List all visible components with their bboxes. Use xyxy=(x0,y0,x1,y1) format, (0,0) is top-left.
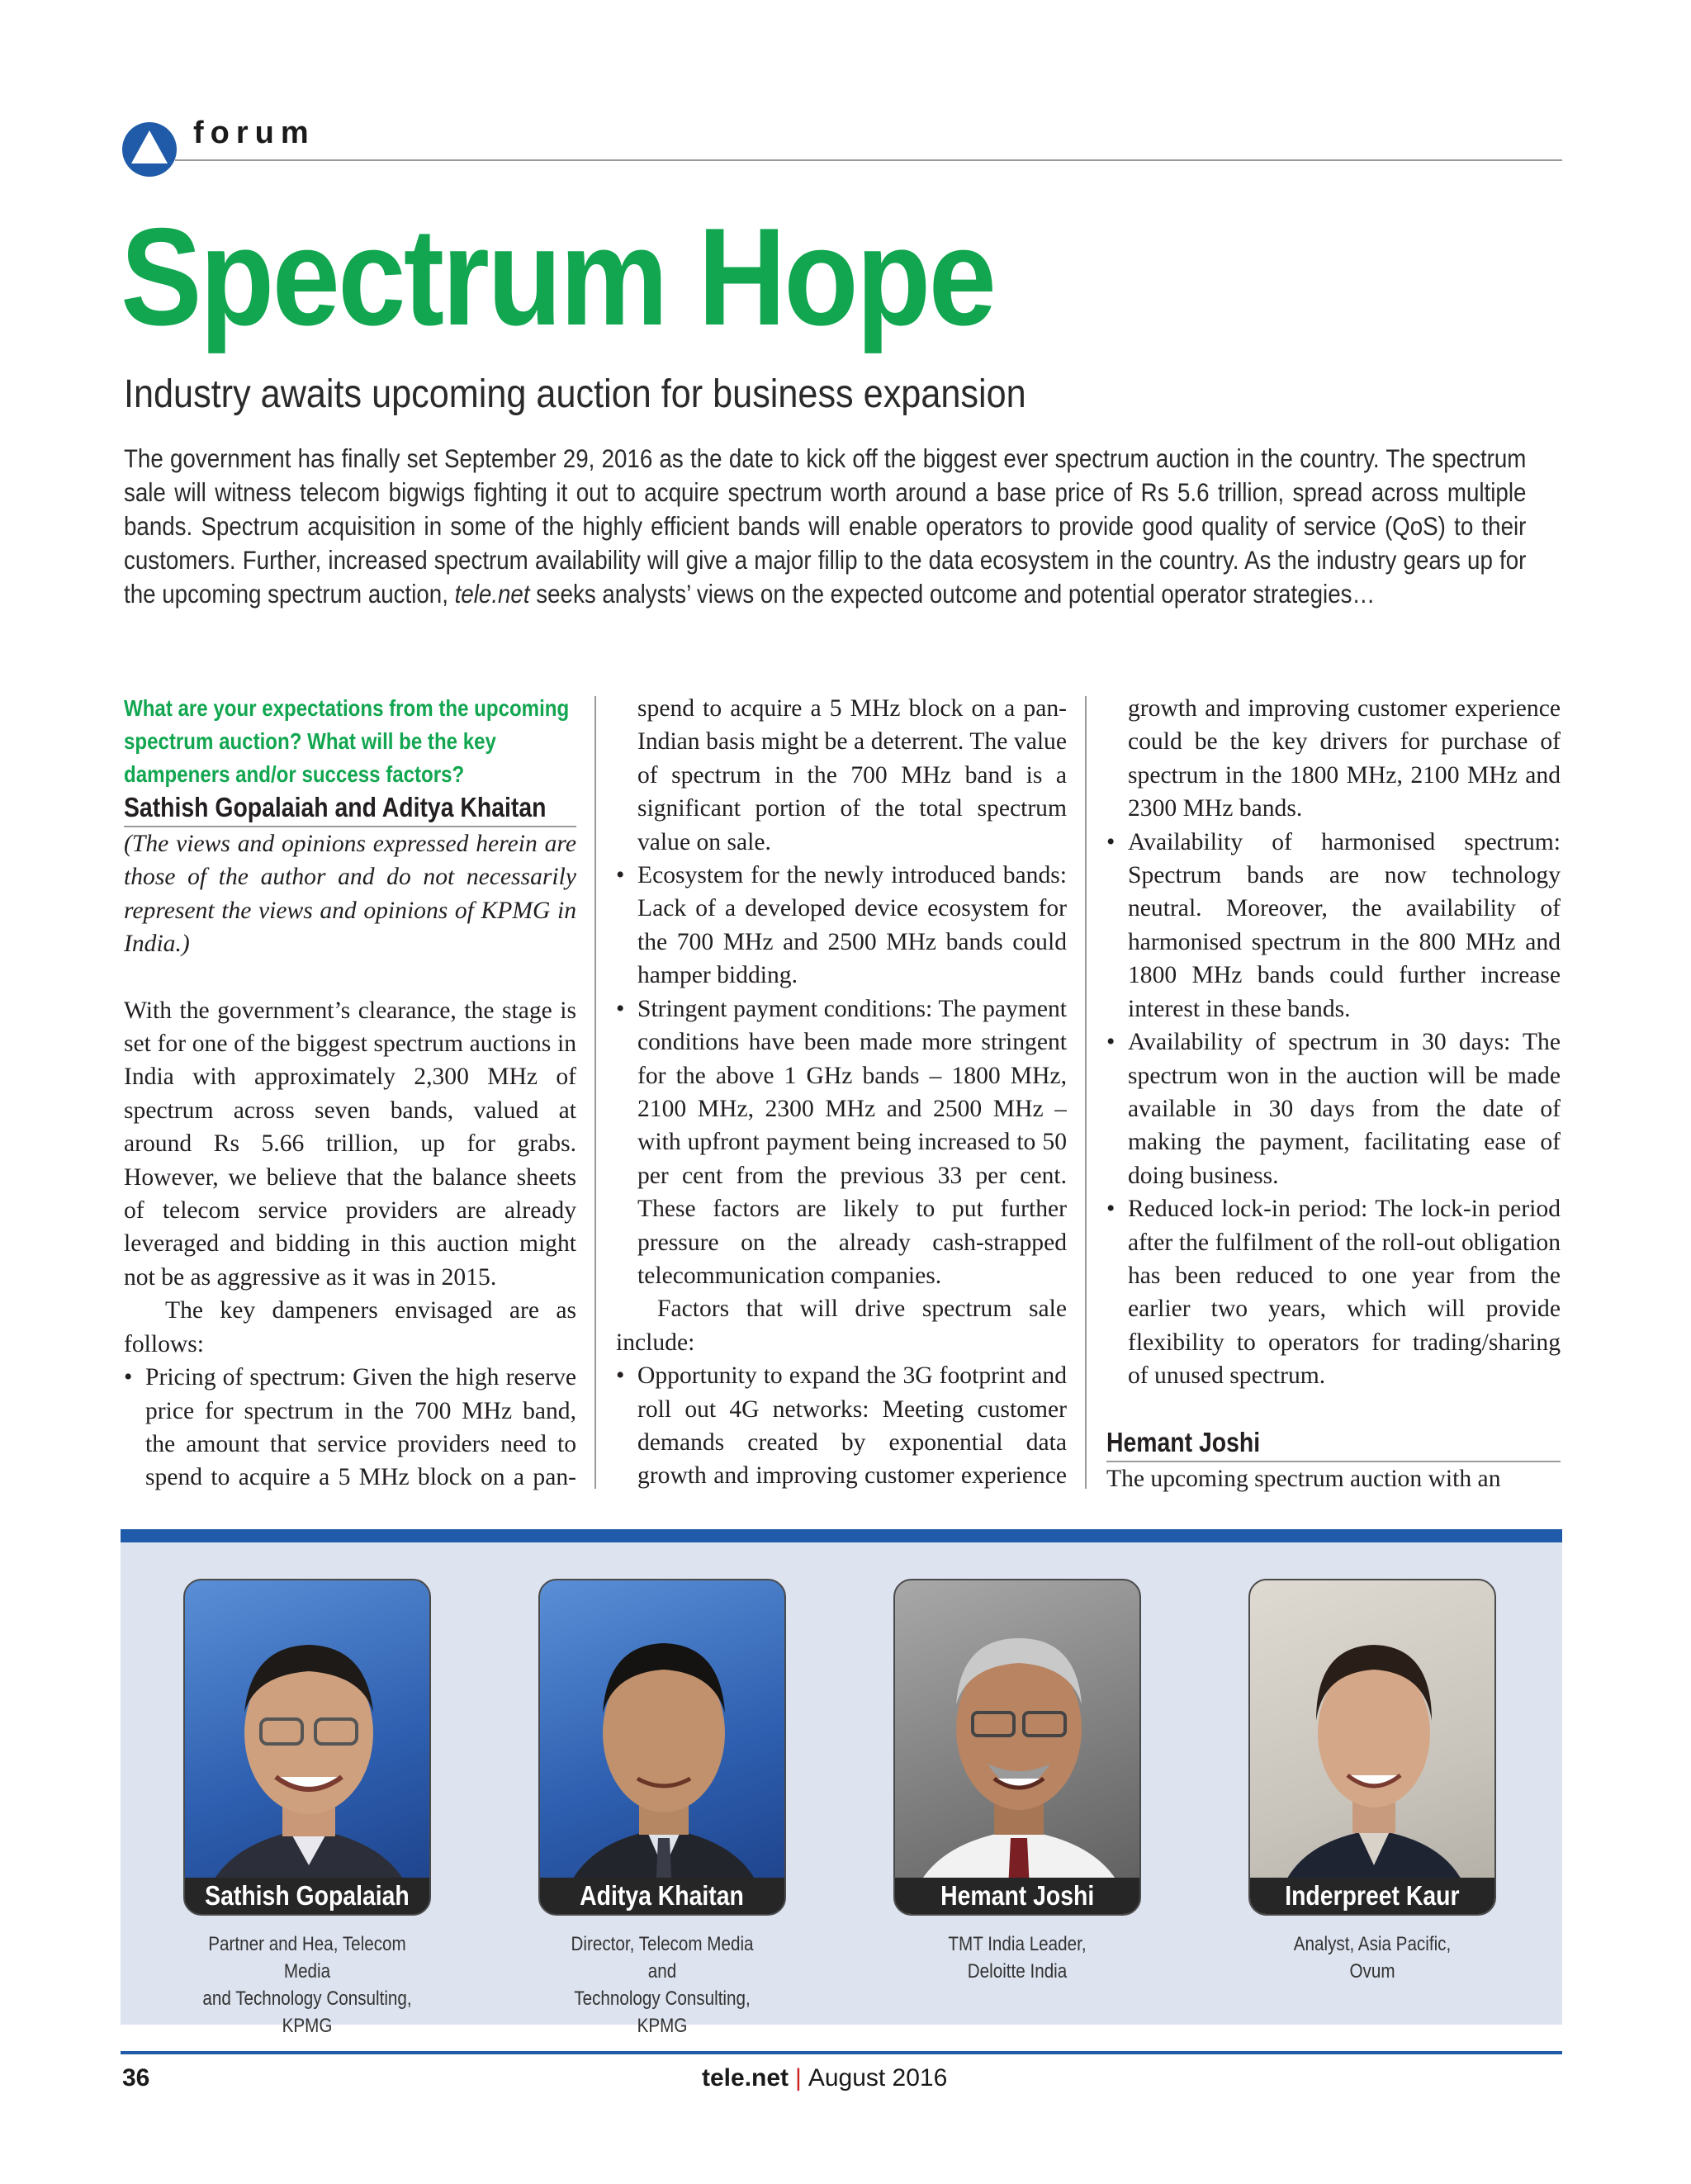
footer-separator: | xyxy=(795,2064,802,2092)
contributor-role: TMT India Leader, Deloitte India xyxy=(948,1933,1087,1983)
footer-rule xyxy=(121,2051,1562,2054)
page-title: Spectrum Hope xyxy=(121,199,995,354)
list-item: • Ecosystem for the newly introduced bands: Lack of a developed device ecosystem for the 700 MHz and 2500 MHz bands could hamper bidding. xyxy=(616,859,1067,993)
intro-text-b: seeks analysts’ views on the expected outcome and potential operator strategies… xyxy=(529,579,1376,609)
article-column-3 xyxy=(1106,692,1561,1493)
list-item: • Opportunity to expand the 3G footprint and roll out 4G networks: Meeting customer demands created by exponential data growth and improving customer experience xyxy=(616,1359,1067,1493)
body-paragraph: The upcoming spectrum auction with an xyxy=(1106,1465,1501,1492)
portrait-icon xyxy=(895,1580,1141,1916)
issue-date: August 2016 xyxy=(808,2064,948,2092)
contributor-name: Sathish Gopalaiah xyxy=(185,1878,429,1914)
contributor-role: Partner and Hea, Telecom Media and Technology Consulting, KPMG xyxy=(202,1933,412,2037)
contributor-card xyxy=(1248,1579,1496,1985)
contributor-role: Director, Telecom Media and Technology Consulting, KPMG xyxy=(571,1933,754,2037)
section-label: forum xyxy=(193,116,315,150)
article-column-2 xyxy=(616,692,1067,1493)
list-item: • Availability of spectrum in 30 days: The spectrum won in the auction will be made available in 30 days from the date of making the payment, facilitating ease of doing business. xyxy=(1106,1026,1561,1192)
column-divider xyxy=(594,696,596,1489)
portrait-icon xyxy=(185,1580,431,1916)
intro-text-a: The government has finally set September 29, 2016 as the date to kick off the biggest ever spectrum auction in the country. The spectrum sale will witness telecom bigwigs fighting it out to acquire spectrum worth around a base price of Rs 5.6 trillion, spread across multiple bands. Spectrum acquisition in some of the highly efficient bands will enable operators to provide good quality of service (QoS) to their customers. Further, increased spectrum availability will give a major fillip to the data ecosystem in the country. As the industry gears up for the upcoming spectrum auction, xyxy=(124,443,1527,609)
dampeners-list xyxy=(124,1361,576,1493)
body-paragraph: With the government’s clearance, the stage is set for one of the biggest spectrum auctions in India with approximately 2,300 MHz of spectrum across seven bands, valued at around Rs 5.66 trillion, up for grabs. However, we believe that the balance sheets of telecom service providers are already leveraged and bidding in this auction might not be as aggressive as it was in 2015. xyxy=(124,997,576,1291)
contributor-photo xyxy=(538,1579,786,1916)
header-rule xyxy=(175,159,1562,161)
body-paragraph: The key dampeners envisaged are as follows: xyxy=(124,1297,576,1357)
page-number: 36 xyxy=(122,2064,150,2092)
list-item: • Availability of harmonised spectrum: Spectrum bands are now technology neutral. Moreover, the availability of harmonised spectrum in the 800 MHz and 1800 MHz bands could further increase interest in these bands. xyxy=(1106,826,1561,1026)
list-item: • Reduced lock-in period: The lock-in period after the fulfilment of the roll-out obligation has been reduced to one year from the earlier two years, which will provide flexibility to operators for trading/sharing of unused spectrum. xyxy=(1106,1192,1561,1392)
list-item: • Pricing of spectrum: Given the high reserve price for spectrum in the 700 MHz band, the amount that service providers need to spend to acquire a 5 MHz block on a pan- xyxy=(124,1361,576,1493)
footer-publication xyxy=(702,2064,947,2092)
page-subtitle: Industry awaits upcoming auction for business expansion xyxy=(124,372,1026,416)
publication-name: tele.net xyxy=(702,2064,789,2092)
contributor-name: Inderpreet Kaur xyxy=(1250,1878,1494,1914)
contributor-photo xyxy=(893,1579,1141,1916)
contributor-card xyxy=(893,1579,1141,1985)
portrait-icon xyxy=(1250,1580,1496,1916)
intro-publication-name: tele.net xyxy=(454,579,530,609)
contributor-name: Hemant Joshi xyxy=(895,1878,1139,1914)
contributor-card xyxy=(183,1579,431,2040)
contributor-name: Aditya Khaitan xyxy=(540,1878,784,1914)
intro-paragraph xyxy=(124,442,1526,611)
contributors-panel xyxy=(121,1529,1562,2037)
disclaimer: (The views and opinions expressed herein are those of the author and do not necessarily represent the views and opinions of KPMG in India.) xyxy=(124,831,576,958)
drivers-list-continued xyxy=(1106,692,1561,1393)
article-column-1 xyxy=(124,692,576,1493)
author-heading-text: Hemant Joshi xyxy=(1106,1426,1261,1457)
portrait-icon xyxy=(540,1580,786,1916)
question: What are your expectations from the upcoming spectrum auction? What will be the key dampeners and/or success factors? xyxy=(124,695,570,787)
contributor-card xyxy=(538,1579,786,2040)
list-item: • Stringent payment conditions: The payment conditions have been made more stringent for the above 1 GHz bands – 1800 MHz, 2100 MHz, 2300 MHz and 2500 MHz – with upfront payment being increased to 50 per cent from the previous 33 per cent. These factors are likely to put further pressure on the already cash-strapped telecommunication companies. xyxy=(616,993,1067,1293)
author-heading-deloitte xyxy=(1106,1426,1561,1462)
contributor-photo xyxy=(183,1579,431,1916)
list-item: • growth and improving customer experience could be the key drivers for purchase of spectrum in the 1800 MHz, 2100 MHz and 2300 MHz bands. xyxy=(1106,692,1561,826)
dampeners-list-continued xyxy=(616,692,1067,1292)
drivers-list xyxy=(616,1359,1067,1493)
forum-logo-icon xyxy=(121,121,178,178)
author-heading-kpmg xyxy=(124,791,576,827)
contributor-role: Analyst, Asia Pacific, Ovum xyxy=(1293,1933,1452,1983)
column-divider xyxy=(1085,696,1087,1489)
body-paragraph: Factors that will drive spectrum sale include: xyxy=(616,1296,1067,1356)
author-heading-text: Sathish Gopalaiah and Aditya Khaitan xyxy=(124,792,547,822)
list-item: • spend to acquire a 5 MHz block on a pan-Indian basis might be a deterrent. The value of spectrum in the 700 MHz band is a significant portion of the total spectrum value on sale. xyxy=(616,692,1067,859)
contributor-photo xyxy=(1248,1579,1496,1916)
